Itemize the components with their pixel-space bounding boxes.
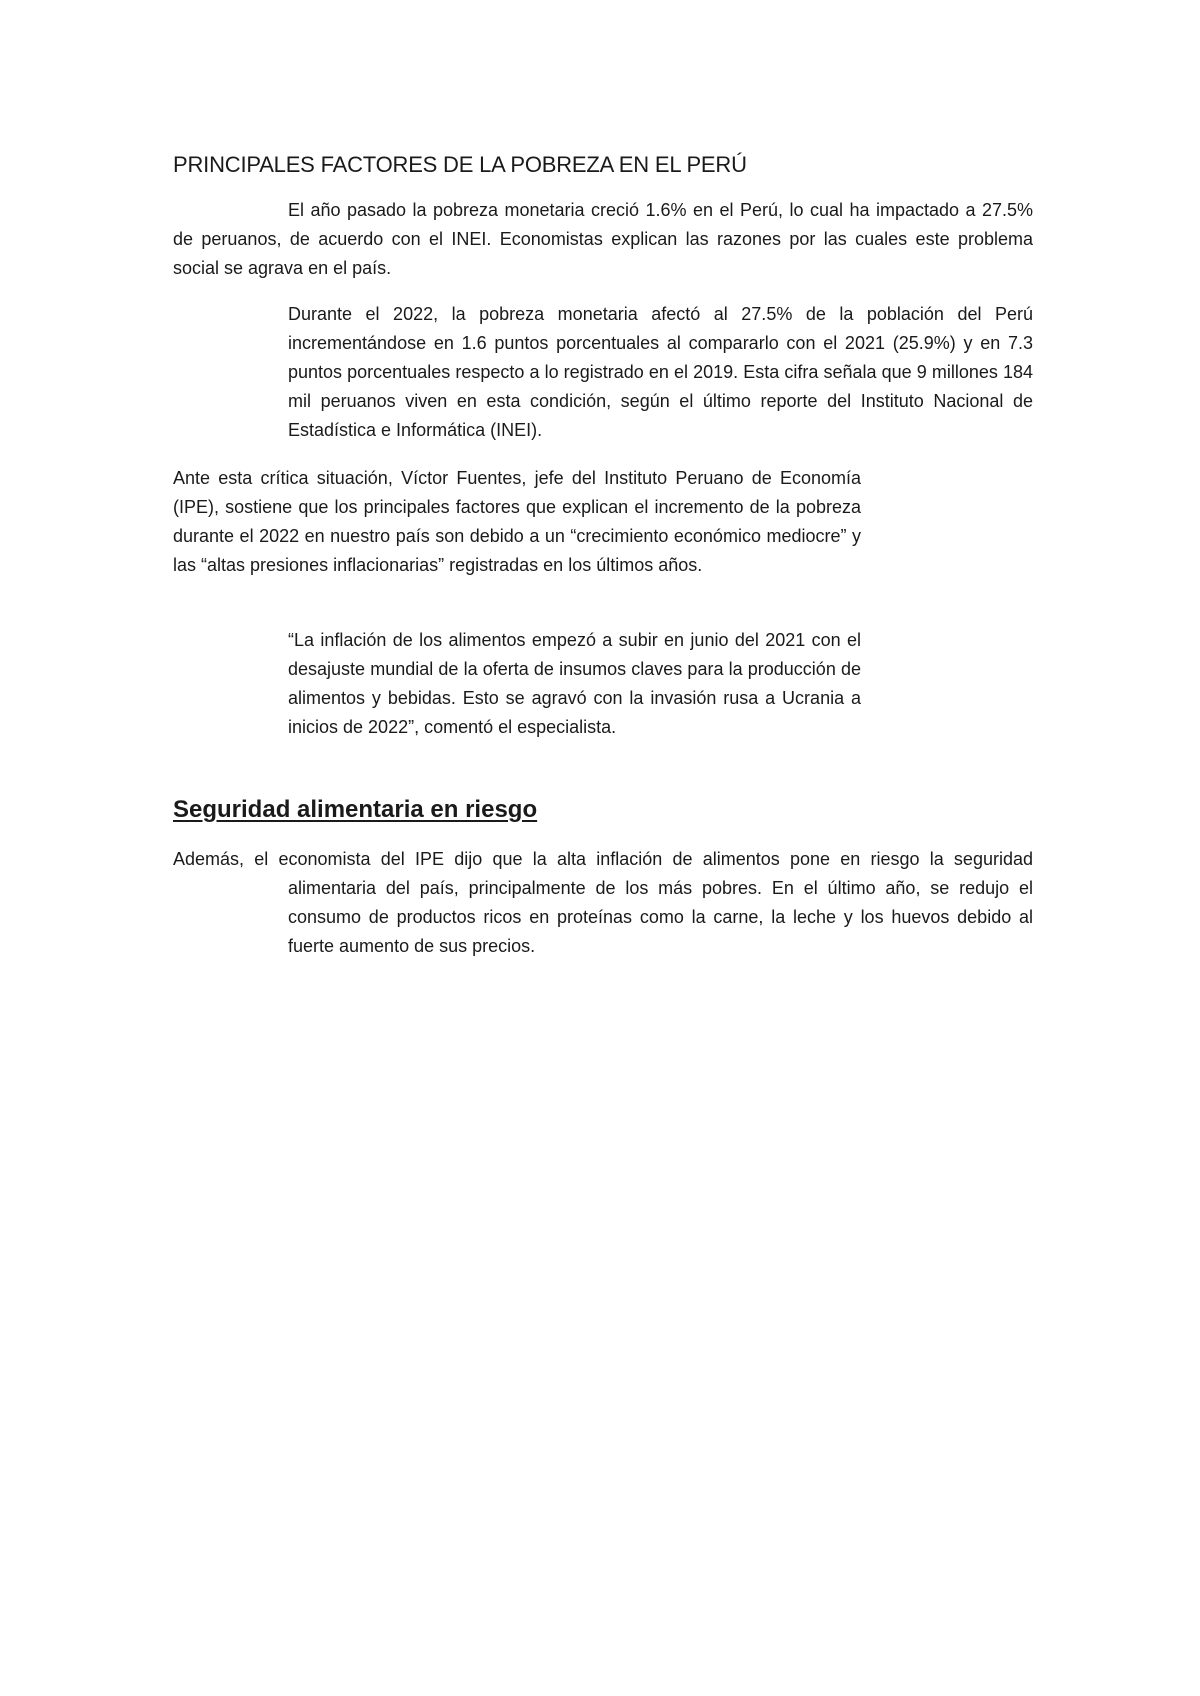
paragraph-food-security: Además, el economista del IPE dijo que la alta inflación de alimentos pone en riesgo la seguridad alimentaria del país, principalmente de los más pobres. En el último año, se redujo el consumo de productos ricos en proteínas como la carne, la leche y los huevos debido al fuerte aumento de sus precios. bbox=[173, 849, 1033, 956]
paragraph-expert-view: Ante esta crítica situación, Víctor Fuentes, jefe del Instituto Peruano de Economía (IPE), sostiene que los principales factores que explican el incremento de la pobreza durante el 2022 en nuestro país son debido a un “crecimiento económico mediocre” y las “altas presiones inflacionarias” registradas en los últimos años. bbox=[173, 468, 861, 575]
paragraph-poverty-data: Durante el 2022, la pobreza monetaria afectó al 27.5% de la población del Perú incrementándose en 1.6 puntos porcentuales al compararlo con el 2021 (25.9%) y en 7.3 puntos porcentuales respecto a lo registrado en el 2019. Esta cifra señala que 9 millones 184 mil peruanos viven en esta condición, según el último reporte del Instituto Nacional de Estadística e Informática (INEI). bbox=[288, 304, 1033, 440]
page-title: PRINCIPALES FACTORES DE LA POBREZA EN EL PERÚ bbox=[173, 152, 747, 177]
paragraph-intro: El año pasado la pobreza monetaria creció 1.6% en el Perú, lo cual ha impactado a 27.5% de peruanos, de acuerdo con el INEI. Economistas explican las razones por las cuales este problema social se agrava en el país. bbox=[173, 200, 1033, 278]
paragraph-quote: “La inflación de los alimentos empezó a subir en junio del 2021 con el desajuste mundial de la oferta de insumos claves para la producción de alimentos y bebidas. Esto se agravó con la invasión rusa a Ucrania a inicios de 2022”, comentó el especialista. bbox=[288, 630, 861, 737]
section-heading: Seguridad alimentaria en riesgo bbox=[173, 796, 538, 823]
